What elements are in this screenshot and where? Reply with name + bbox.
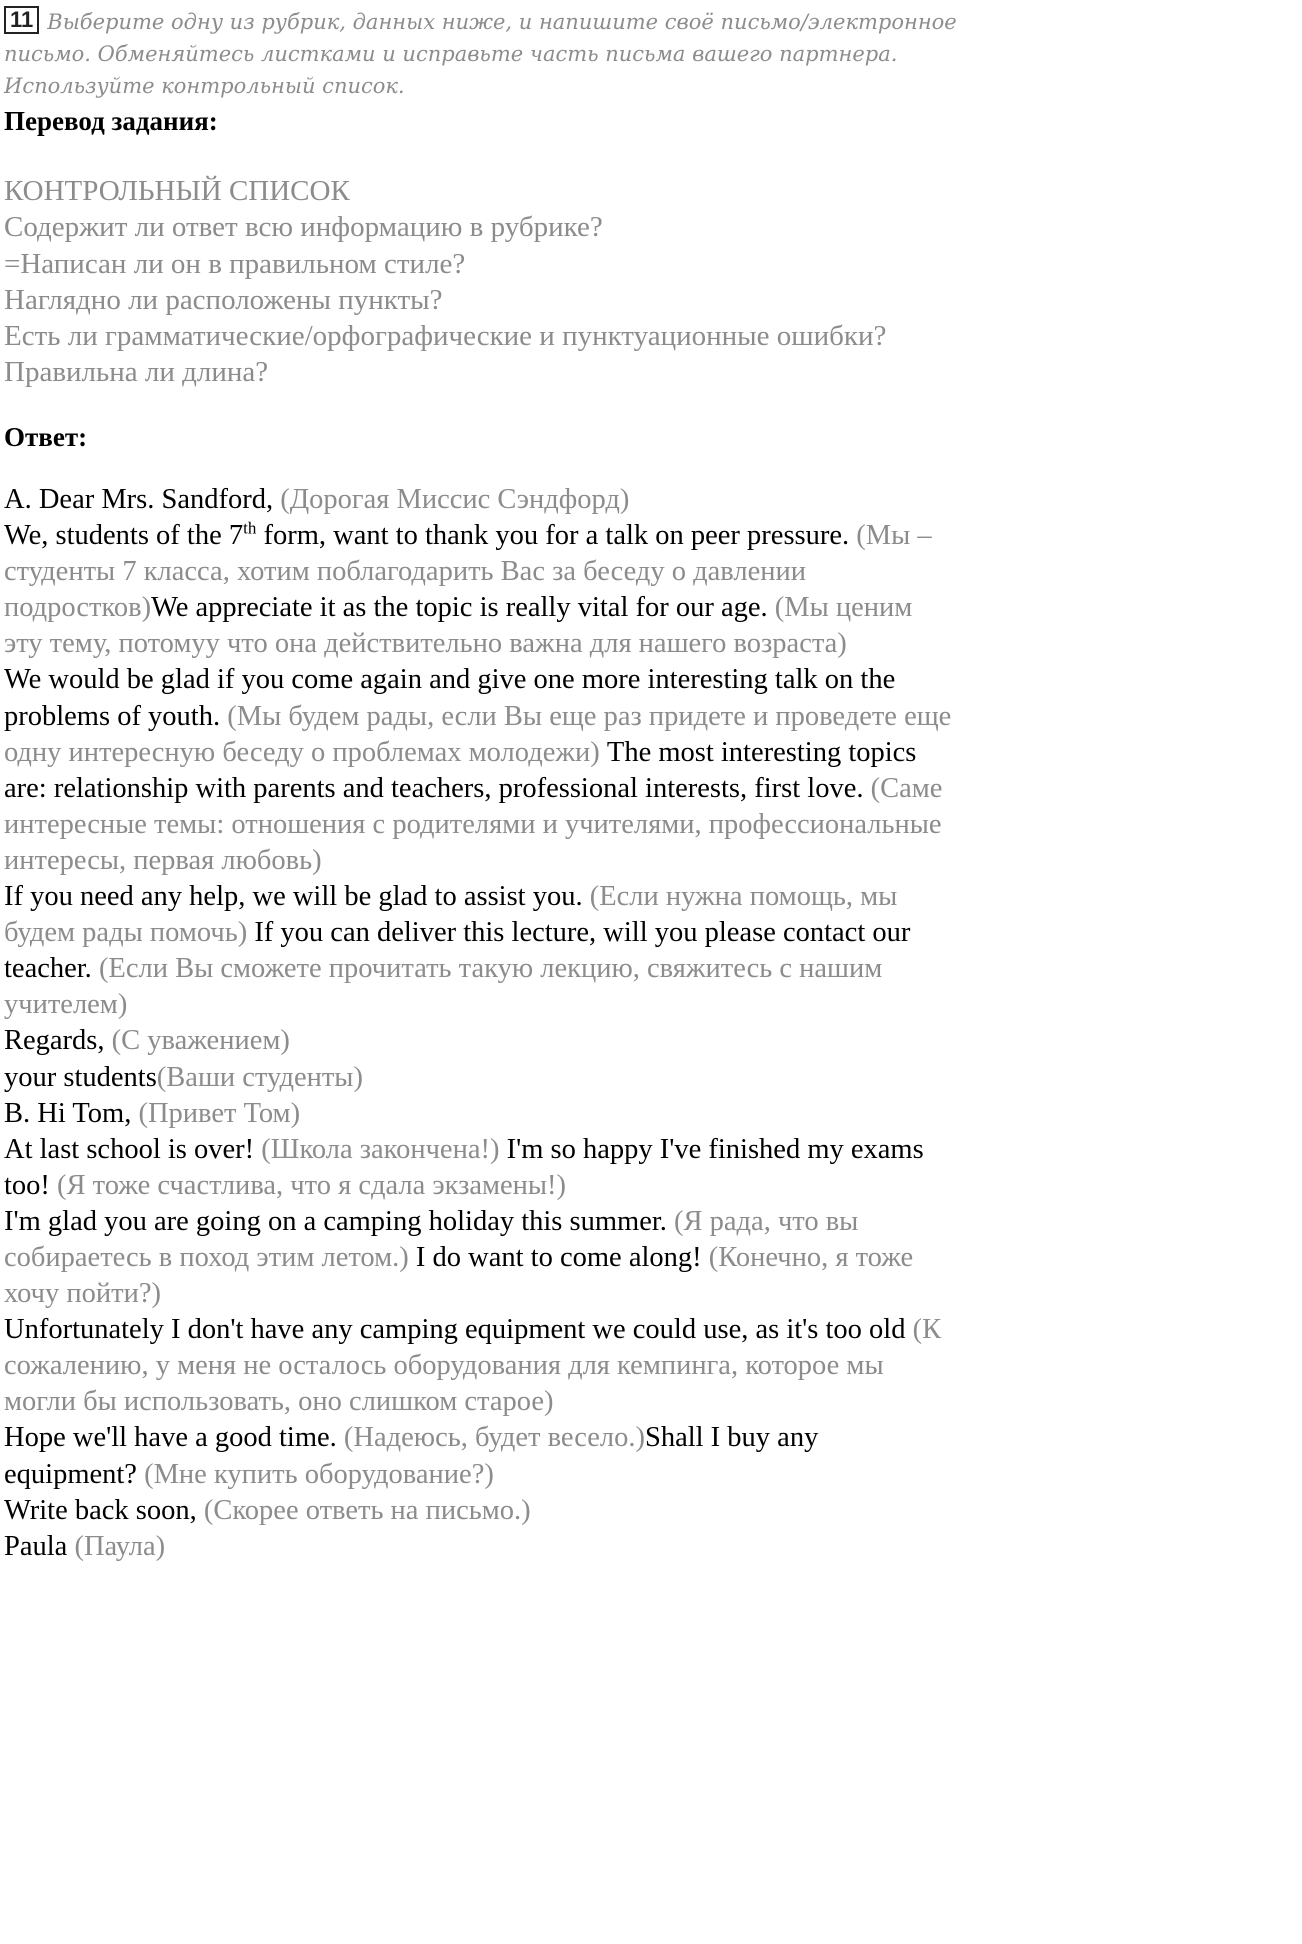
- english-text: Hope we'll have a good time.: [4, 1422, 344, 1454]
- english-text: your students: [4, 1061, 157, 1093]
- answer-line: [4, 1168, 1050, 1204]
- answer-line: [4, 1529, 1050, 1565]
- answer-line: [4, 1132, 1050, 1168]
- russian-translation: одну интересную беседу о проблемах молодежи): [4, 736, 607, 768]
- checklist-item: =Написан ли он в правильном стиле?: [4, 247, 466, 280]
- answer-line: [4, 699, 1050, 735]
- russian-translation: (Я рада, что вы: [674, 1205, 859, 1237]
- answer-line: [4, 1493, 1050, 1529]
- answer-line: [4, 554, 1050, 590]
- task-text-1: Выберите одну из рубрик, данных ниже, и напишите своё письмо/электронное: [47, 10, 957, 34]
- answer-line: [4, 807, 1050, 843]
- english-text: th: [243, 518, 257, 538]
- answer-line: [4, 482, 1050, 518]
- russian-translation: сожалению, у меня не осталось оборудования для кемпинга, которое мы: [4, 1350, 884, 1382]
- checklist-item: Наглядно ли расположены пункты?: [4, 283, 443, 316]
- russian-translation: (Паула): [74, 1530, 166, 1562]
- answer-line: [4, 735, 1050, 771]
- english-text: too!: [4, 1169, 58, 1201]
- answer-line: [4, 1312, 1050, 1348]
- russian-translation: (Мы будем рады, если Вы еще раз придете и проведете еще: [227, 700, 952, 732]
- russian-translation: (С уважением): [111, 1025, 290, 1057]
- english-text: Paula: [4, 1530, 75, 1562]
- russian-translation: (Я тоже счастлива, что я сдала экзамены!): [57, 1169, 567, 1201]
- answer-line: [4, 771, 1050, 807]
- english-text: equipment?: [4, 1458, 145, 1490]
- checklist-title: КОНТРОЛЬНЫЙ СПИСОК: [4, 175, 350, 207]
- answer-line: [4, 1096, 1050, 1132]
- answer-line: [4, 1348, 1050, 1384]
- english-text: problems of youth.: [4, 700, 228, 732]
- russian-translation: (Скорее ответь на письмо.): [203, 1494, 531, 1526]
- answer-line: [4, 843, 1050, 879]
- answer-line: [4, 879, 1050, 915]
- russian-translation: хочу пойти?): [4, 1278, 161, 1310]
- russian-translation: студенты 7 класса, хотим поблагодарить Вас за беседу о давлении: [4, 556, 806, 588]
- answer-line: [4, 626, 1050, 662]
- english-text: A. Dear Mrs. Sandford,: [4, 484, 281, 515]
- russian-translation: интересные темы: отношения с родителями и учителями, профессиональные: [4, 808, 942, 840]
- answer-line: [4, 1023, 1050, 1059]
- english-text: If you can deliver this lecture, will you please contact our: [254, 917, 911, 949]
- russian-translation: (Ваши студенты): [156, 1061, 363, 1093]
- english-text: We, students of the 7: [4, 520, 244, 552]
- english-text: B. Hi Tom,: [4, 1097, 139, 1129]
- russian-translation: (Мы –: [856, 520, 932, 552]
- russian-translation: (Мы ценим: [774, 592, 913, 624]
- russian-translation: подростков): [4, 592, 152, 624]
- answer-line: [4, 1276, 1050, 1312]
- answer-line: [4, 1204, 1050, 1240]
- answer-line: [4, 915, 1050, 951]
- english-text: Shall I buy any: [644, 1422, 819, 1454]
- task-line-3: Используйте контрольный список.: [4, 74, 405, 98]
- answer-line: [4, 1420, 1050, 1456]
- english-text: form, want to thank you for a talk on peer pressure.: [256, 520, 857, 552]
- answer-line: [4, 1060, 1050, 1096]
- english-text: Regards,: [4, 1025, 112, 1057]
- russian-translation: (Привет Том): [138, 1097, 301, 1129]
- russian-translation: (Надеюсь, будет весело.): [343, 1422, 645, 1454]
- russian-translation: (К: [912, 1314, 942, 1346]
- checklist: [4, 173, 886, 391]
- task-line-2: письмо. Обменяйтесь листками и исправьте часть письма вашего партнера.: [4, 42, 898, 66]
- english-text: I'm glad you are going on a camping holiday this summer.: [4, 1205, 675, 1237]
- english-text: If you need any help, we will be glad to assist you.: [4, 881, 590, 913]
- russian-translation: (Если Вы сможете прочитать такую лекцию, свяжитесь с нашим: [98, 953, 883, 985]
- answer-line: [4, 590, 1050, 626]
- english-text: Unfortunately I don't have any camping equipment we could use, as it's too old: [4, 1314, 913, 1346]
- translation-heading: Перевод задания:: [4, 106, 218, 136]
- checklist-item: Есть ли грамматические/орфографические и пунктуационные ошибки?: [4, 320, 887, 353]
- russian-translation: эту тему, потомуу что она действительно важна для нашего возраста): [4, 628, 847, 660]
- task-instructions: [4, 6, 1044, 102]
- russian-translation: собираетесь в поход этим летом.): [4, 1241, 416, 1273]
- answer-line: [4, 987, 1050, 1023]
- russian-translation: (Конечно, я тоже: [708, 1241, 914, 1273]
- english-text: We appreciate it as the topic is really vital for our age.: [151, 592, 775, 624]
- english-text: We would be glad if you come again and give one more interesting talk on the: [4, 664, 896, 696]
- russian-translation: будем рады помочь): [4, 917, 255, 949]
- russian-translation: (Школа закончена!): [261, 1133, 507, 1165]
- russian-translation: (Саме: [870, 772, 943, 804]
- answer-heading: Ответ:: [4, 422, 88, 452]
- answer-line: [4, 1384, 1050, 1420]
- english-text: I do want to come along!: [415, 1241, 709, 1273]
- task-number-badge: 11: [4, 6, 39, 34]
- task-line-1: [4, 6, 1044, 38]
- russian-translation: учителем): [4, 989, 128, 1021]
- answer-letters: [4, 482, 1050, 1565]
- english-text: At last school is over!: [4, 1133, 262, 1165]
- english-text: I'm so happy I've finished my exams: [506, 1133, 924, 1165]
- russian-translation: (Мне купить оборудование?): [144, 1458, 494, 1490]
- answer-line: [4, 518, 1050, 554]
- checklist-item: Содержит ли ответ всю информацию в рубрике?: [4, 211, 603, 244]
- english-text: Write back soon,: [4, 1494, 204, 1526]
- russian-translation: интересы, первая любовь): [4, 844, 322, 876]
- russian-translation: могли бы использовать, оно слишком старое): [4, 1386, 554, 1418]
- russian-translation: (Если нужна помощь, мы: [589, 881, 898, 913]
- english-text: teacher.: [4, 953, 99, 985]
- answer-line: [4, 951, 1050, 987]
- english-text: The most interesting topics: [606, 736, 917, 768]
- russian-translation: (Дорогая Миссис Сэндфорд): [280, 484, 630, 515]
- answer-line: [4, 1457, 1050, 1493]
- answer-line: [4, 1240, 1050, 1276]
- english-text: are: relationship with parents and teachers, professional interests, first love.: [4, 772, 871, 804]
- checklist-item: Правильна ли длина?: [4, 356, 269, 389]
- answer-line: [4, 662, 1050, 698]
